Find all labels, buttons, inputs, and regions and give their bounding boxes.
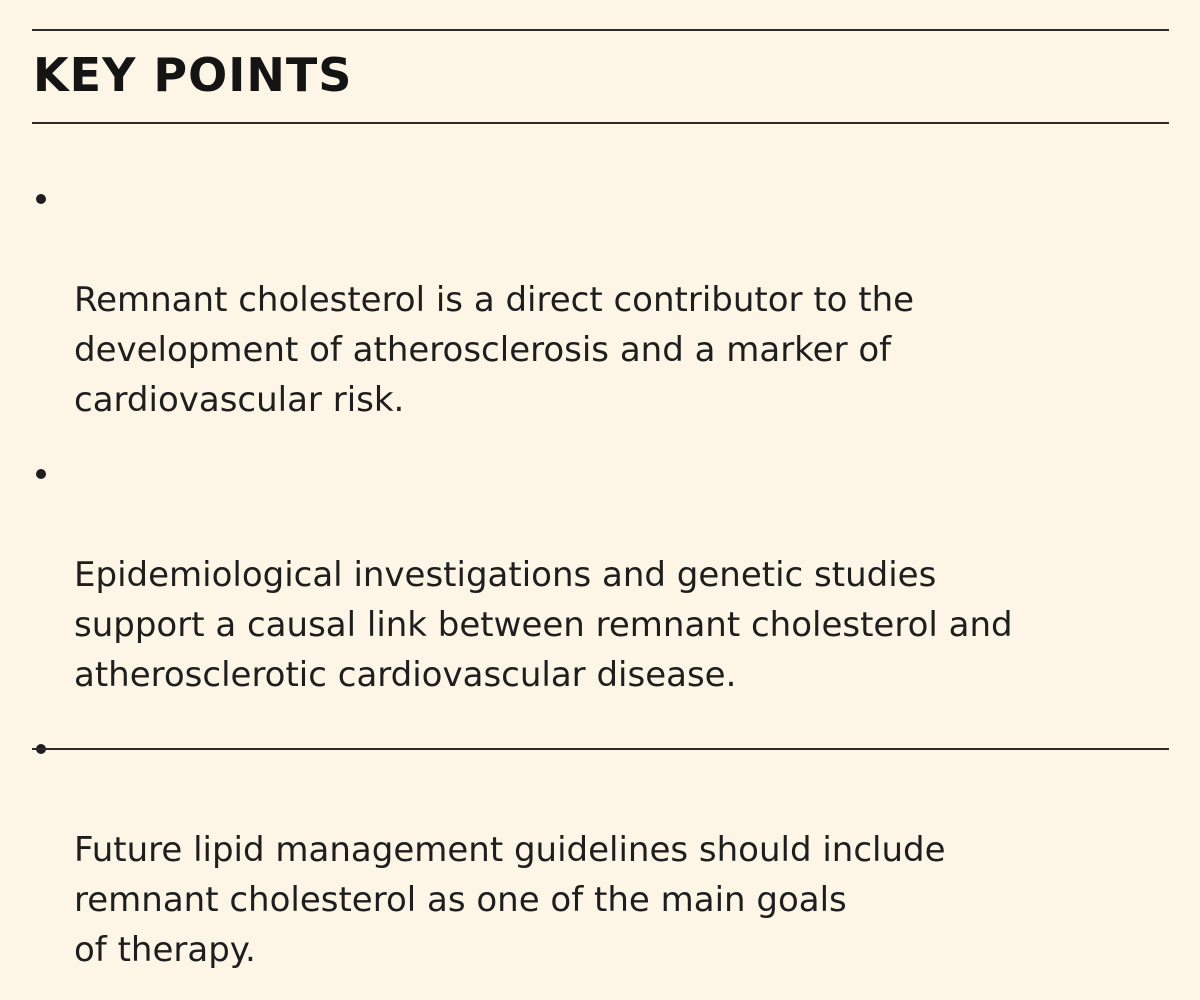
list-item: [32, 175, 1169, 425]
key-points-list: [32, 175, 1169, 1000]
top-divider: [32, 29, 1169, 31]
bullet-icon: [36, 194, 46, 204]
key-points-heading: KEY POINTS: [33, 48, 353, 102]
key-point-text: Remnant cholesterol is a direct contributor to the development of atherosclerosis and a marker of cardiovascular risk.: [74, 280, 915, 420]
key-point-text: Epidemiological investigations and genetic studies support a causal link between remnant cholesterol and atherosclerotic cardiovascular disease.: [74, 555, 1013, 695]
bullet-icon: [36, 469, 46, 479]
list-item: [32, 725, 1169, 975]
heading-divider: [32, 122, 1169, 124]
key-point-text: Future lipid management guidelines should include remnant cholesterol as one of the main goals of therapy.: [74, 830, 946, 970]
list-item: [32, 450, 1169, 700]
bottom-divider: [32, 748, 1169, 750]
